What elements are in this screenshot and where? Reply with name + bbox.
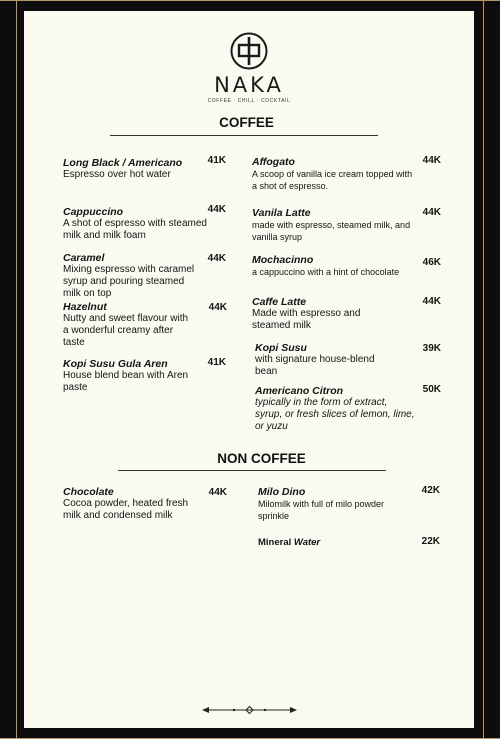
item-name: Cappuccino [63,206,124,218]
item-price: 44K [208,302,227,313]
coffee-divider [110,135,378,136]
brand-header [24,31,474,104]
item-price: 44K [422,155,441,166]
item-name: Caramel [63,252,105,264]
naka-logo-icon [229,31,269,71]
item-name: Milo Dino [258,486,306,498]
item-price: 44K [208,487,227,498]
item-price: 42K [421,485,440,496]
item-name-plain: Mineral [258,537,292,548]
item-description: a cappuccino with a hint of chocolate [252,267,400,277]
item-price: 41K [207,155,226,166]
menu-page [24,11,474,728]
item-price: 41K [207,357,226,368]
border-line-right [483,0,484,739]
item-name: Chocolate [63,486,114,498]
menu-item [252,254,402,278]
item-price: 44K [422,296,441,307]
section-title-non-coffee: NON COFFEE [217,451,306,466]
section-title-coffee: COFFEE [219,115,274,130]
menu-item [63,252,201,300]
brand-name: NAKA [214,73,284,97]
menu-item [255,385,415,433]
item-price: 39K [422,343,441,354]
item-description: A shot of espresso with steamed milk and milk foam [63,218,207,241]
item-price: 46K [422,257,441,268]
menu-item [63,301,193,349]
item-description: Mixing espresso with caramel syrup and pouring steamed milk on top [63,264,195,299]
item-description: made with espresso, steamed milk, and vanilla syrup [252,220,411,242]
item-description: Espresso over hot water [63,169,171,180]
item-name: Caffe Latte [252,296,307,308]
item-name: Long Black / Americano [63,157,183,169]
item-name: Hazelnut [63,301,107,313]
item-price: 44K [207,204,226,215]
menu-item [252,207,412,243]
brand-tagline: COFFEE · CHILL · COCKTAIL [207,98,291,104]
item-description: Nutty and sweet flavour with a wonderful creamy after taste [63,313,189,348]
item-name: Mochacinno [252,254,314,266]
border-line-left [16,0,17,739]
item-price: 50K [422,384,441,395]
item-description: with signature house-blend bean [255,354,375,377]
item-name: Kopi Susu [255,342,307,354]
item-description: Made with espresso and steamed milk [252,308,361,331]
ornament-divider-icon [202,703,297,717]
item-name-italic: Water [293,537,321,548]
menu-item [252,296,392,332]
item-name: Affogato [252,156,295,168]
item-description: A scoop of vanilla ice cream topped with a shot of espresso. [252,169,413,191]
item-description: House blend bean with Aren paste [63,370,189,393]
menu-item [258,537,398,549]
item-name [258,537,398,549]
item-price: 44K [422,207,441,218]
item-description: Milomilk with full of milo powder sprinkle [258,499,385,521]
item-name: Kopi Susu Gula Aren [63,358,168,370]
menu-item [252,156,417,192]
menu-item [258,486,413,522]
item-description: typically in the form of extract, syrup, or fresh slices of lemon, lime, or yuzu [255,397,415,432]
item-name: Vanila Latte [252,207,311,219]
border-line-top [0,0,500,1]
non-coffee-divider [118,470,386,471]
item-description: Cocoa powder, heated fresh milk and condensed milk [63,498,189,521]
item-name: Americano Citron [255,385,344,397]
item-price: 44K [207,253,226,264]
item-price: 22K [421,536,440,547]
menu-item [255,342,390,378]
